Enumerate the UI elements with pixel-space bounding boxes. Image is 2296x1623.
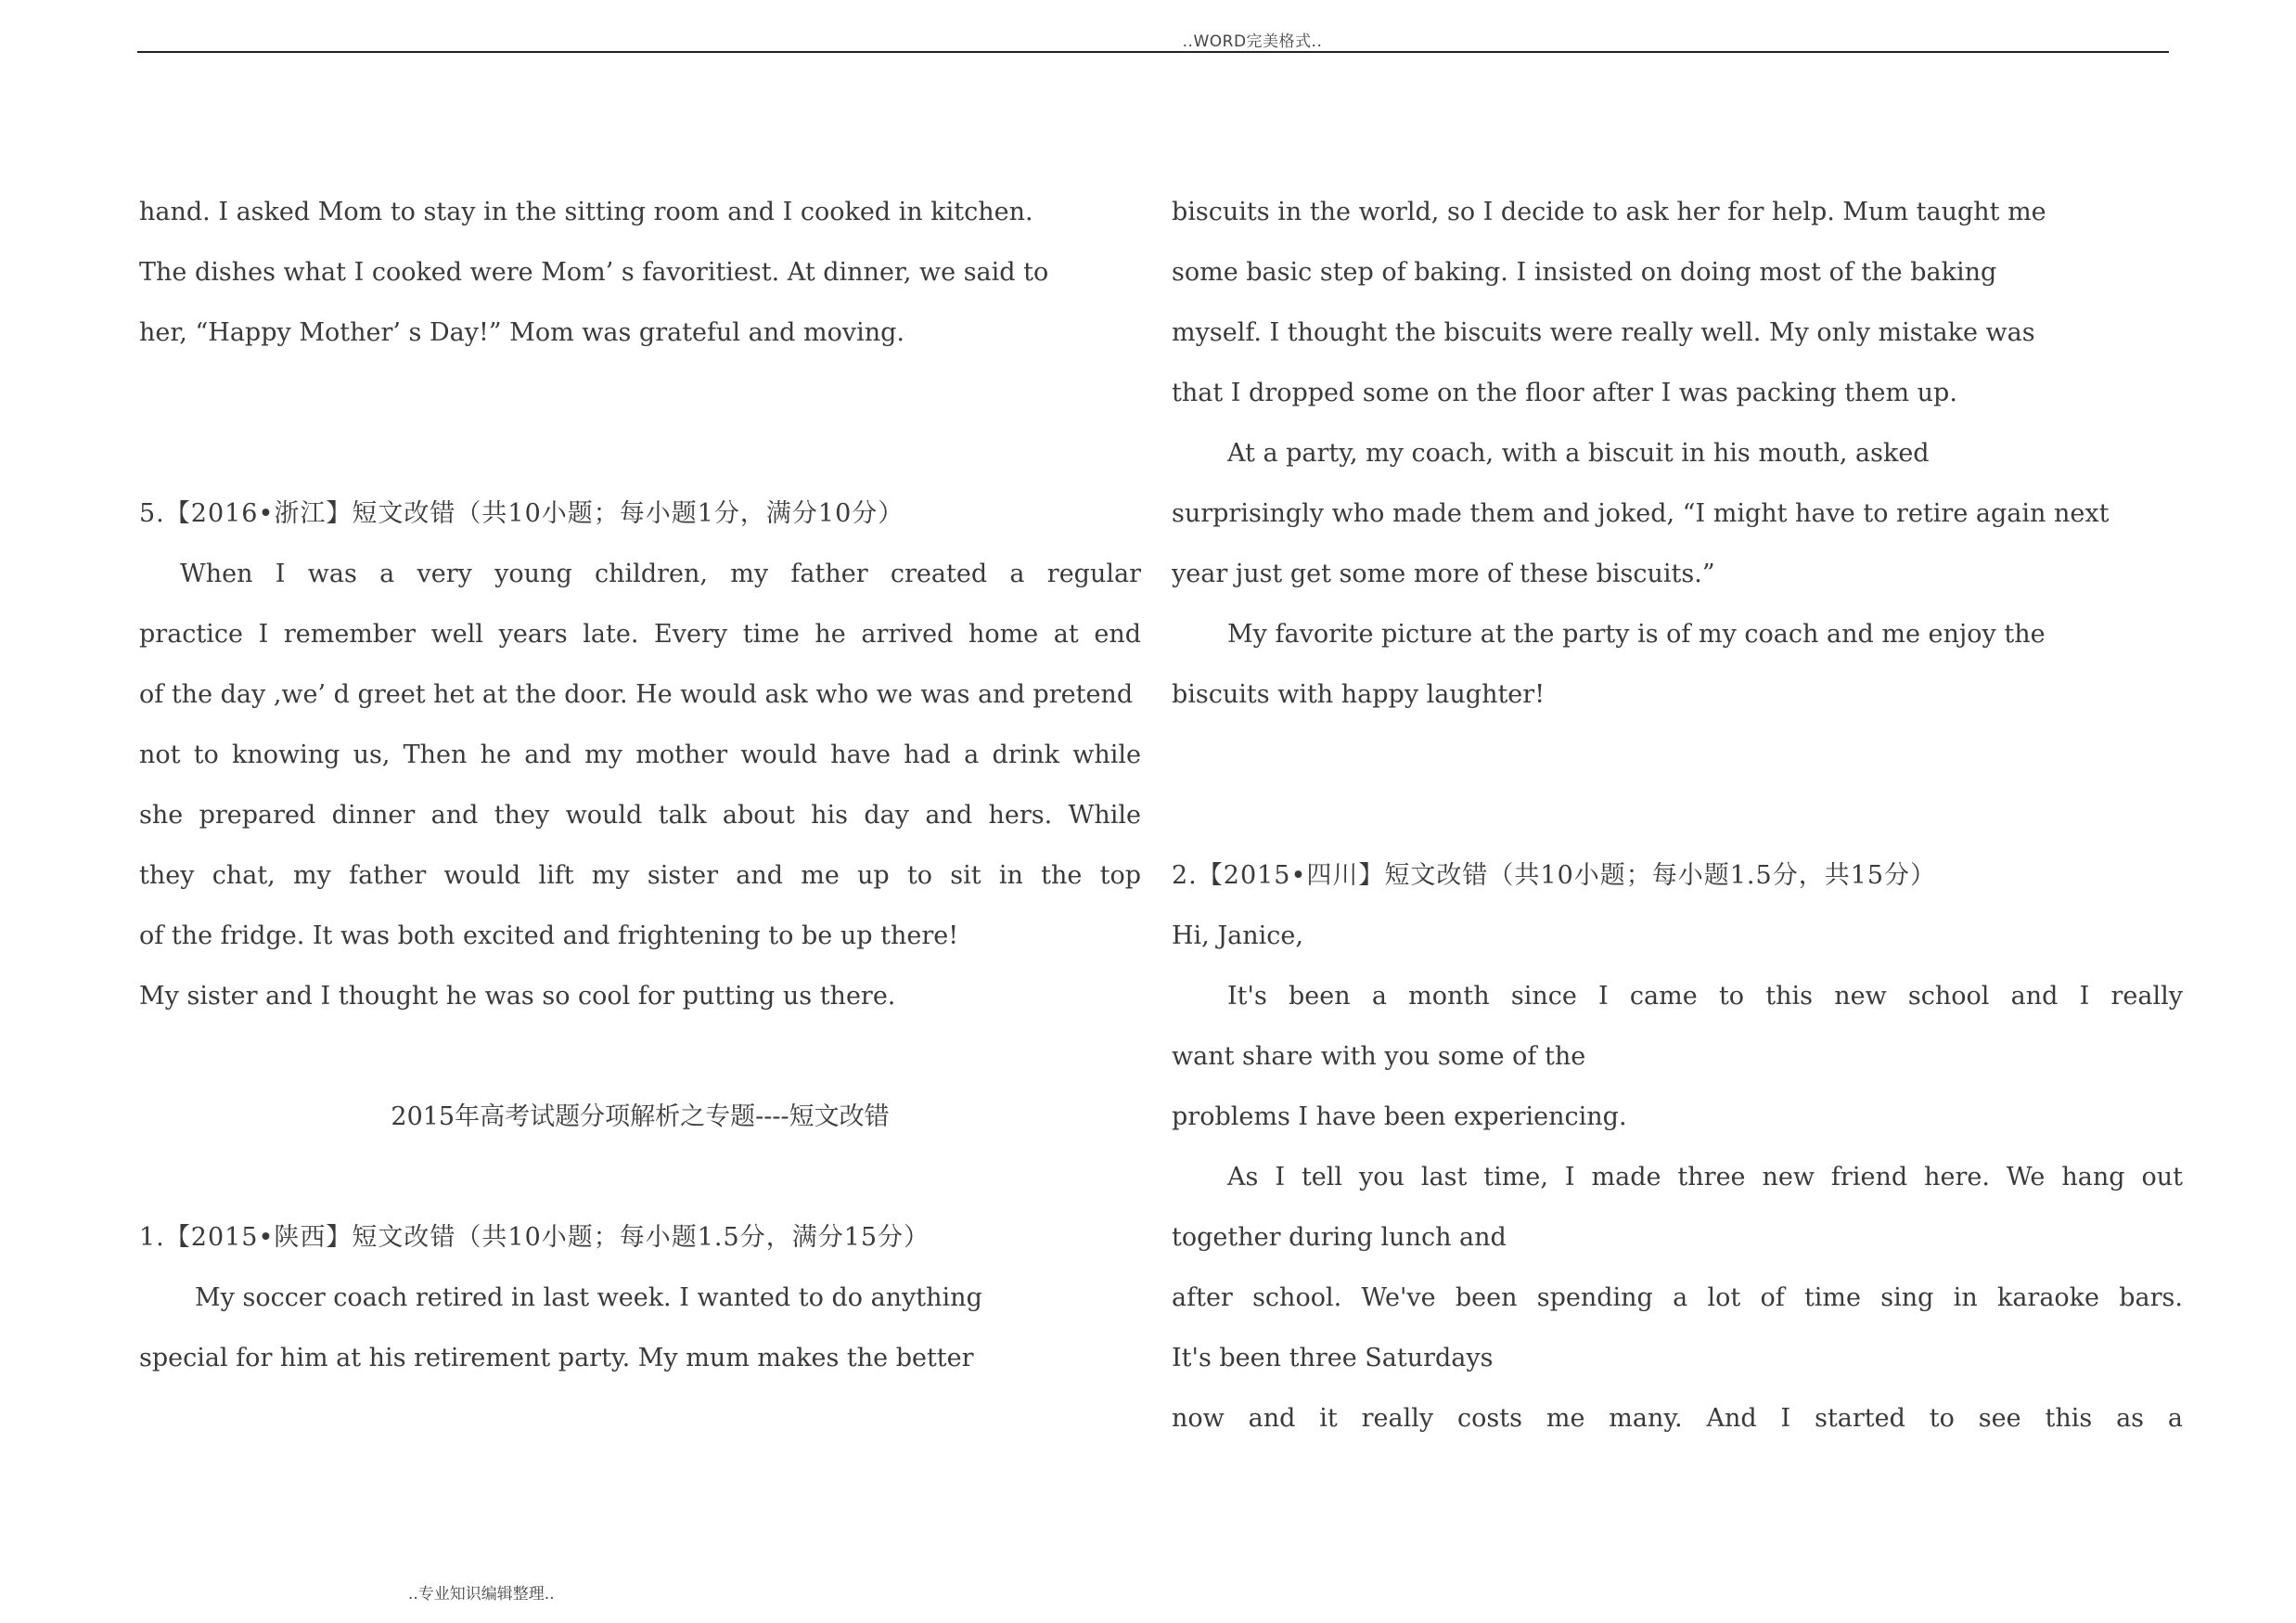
text-line: surprisingly who made them and joked, “I might have to retire again next (1172, 499, 2110, 528)
text-line: now and it really costs me many. And I started to see this as a (1172, 1404, 2183, 1433)
page-footer: ..专业知识编辑整理.. (408, 1585, 555, 1604)
text-line: her, “Happy Mother’ s Day!” Mom was grateful and moving. (139, 318, 904, 347)
header-rule (137, 51, 2169, 53)
spacer (139, 1147, 1141, 1207)
text-line: At a party, my coach, with a biscuit in his mouth, asked (1227, 439, 1930, 468)
spacer (139, 1026, 1141, 1087)
text-line: As I tell you last time, I made three new friend here. We hang out (1227, 1163, 2183, 1191)
text-line: It's been a month since I came to this new school and I really (1227, 982, 2183, 1011)
text-line: hand. I asked Mom to stay in the sitting room and I cooked in kitchen. (139, 198, 1033, 226)
text-line: My sister and I thought he was so cool for putting us there. (139, 982, 896, 1011)
text-line: It's been three Saturdays (1172, 1344, 1494, 1372)
text-line: myself. I thought the biscuits were really well. My only mistake was (1172, 318, 2035, 347)
text-line: of the fridge. It was both excited and frightening to be up there! (139, 921, 959, 950)
text-line: year just get some more of these biscuits.” (1172, 560, 1715, 588)
text-line: of the day ,we’ d greet het at the door. He would ask who we was and pretend (139, 680, 1134, 709)
left-column (139, 182, 1141, 1388)
text-line: want share with you some of the (1172, 1042, 1586, 1071)
text-line: together during lunch and (1172, 1223, 1507, 1252)
text-line: after school. We've been spending a lot of time sing in karaoke bars. (1172, 1283, 2183, 1312)
text-line: she prepared dinner and they would talk about his day and hers. While (139, 801, 1141, 830)
right-column (1172, 182, 2183, 1449)
spacer (139, 423, 1141, 483)
spacer (139, 363, 1141, 423)
text-line: My soccer coach retired in last week. I wanted to do anything (195, 1283, 982, 1312)
question-heading-5: 5.【2016•浙江】短文改错（共10小题；每小题1分，满分10分） (139, 499, 904, 528)
text-line: some basic step of baking. I insisted on doing most of the baking (1172, 258, 1997, 287)
text-line: The dishes what I cooked were Mom’ s favoritiest. At dinner, we said to (139, 258, 1049, 287)
text-line: biscuits with happy laughter! (1172, 680, 1546, 709)
text-line: they chat, my father would lift my sister and me up to sit in the top (139, 861, 1141, 890)
spacer (1172, 785, 2183, 845)
text-line: When I was a very young children, my father created a regular (180, 560, 1141, 588)
question-heading-1: 1.【2015•陕西】短文改错（共10小题；每小题1.5分，满分15分） (139, 1223, 930, 1252)
text-line: special for him at his retirement party. My mum makes the better (139, 1344, 974, 1372)
text-line: problems I have been experiencing. (1172, 1102, 1627, 1131)
spacer (1172, 725, 2183, 785)
section-title: 2015年高考试题分项解析之专题----短文改错 (391, 1102, 890, 1131)
question-heading-2: 2.【2015•四川】短文改错（共10小题；每小题1.5分，共15分） (1172, 861, 1937, 890)
text-line: not to knowing us, Then he and my mother would have had a drink while (139, 741, 1141, 769)
text-line: My favorite picture at the party is of my coach and me enjoy the (1227, 620, 2046, 649)
text-line: practice I remember well years late. Every time he arrived home at end (139, 620, 1141, 649)
greeting-line: Hi, Janice, (1172, 921, 1303, 950)
page-header: ..WORD完美格式.. (1182, 32, 1323, 51)
text-line: biscuits in the world, so I decide to ask her for help. Mum taught me (1172, 198, 2046, 226)
text-line: that I dropped some on the floor after I was packing them up. (1172, 379, 1957, 407)
